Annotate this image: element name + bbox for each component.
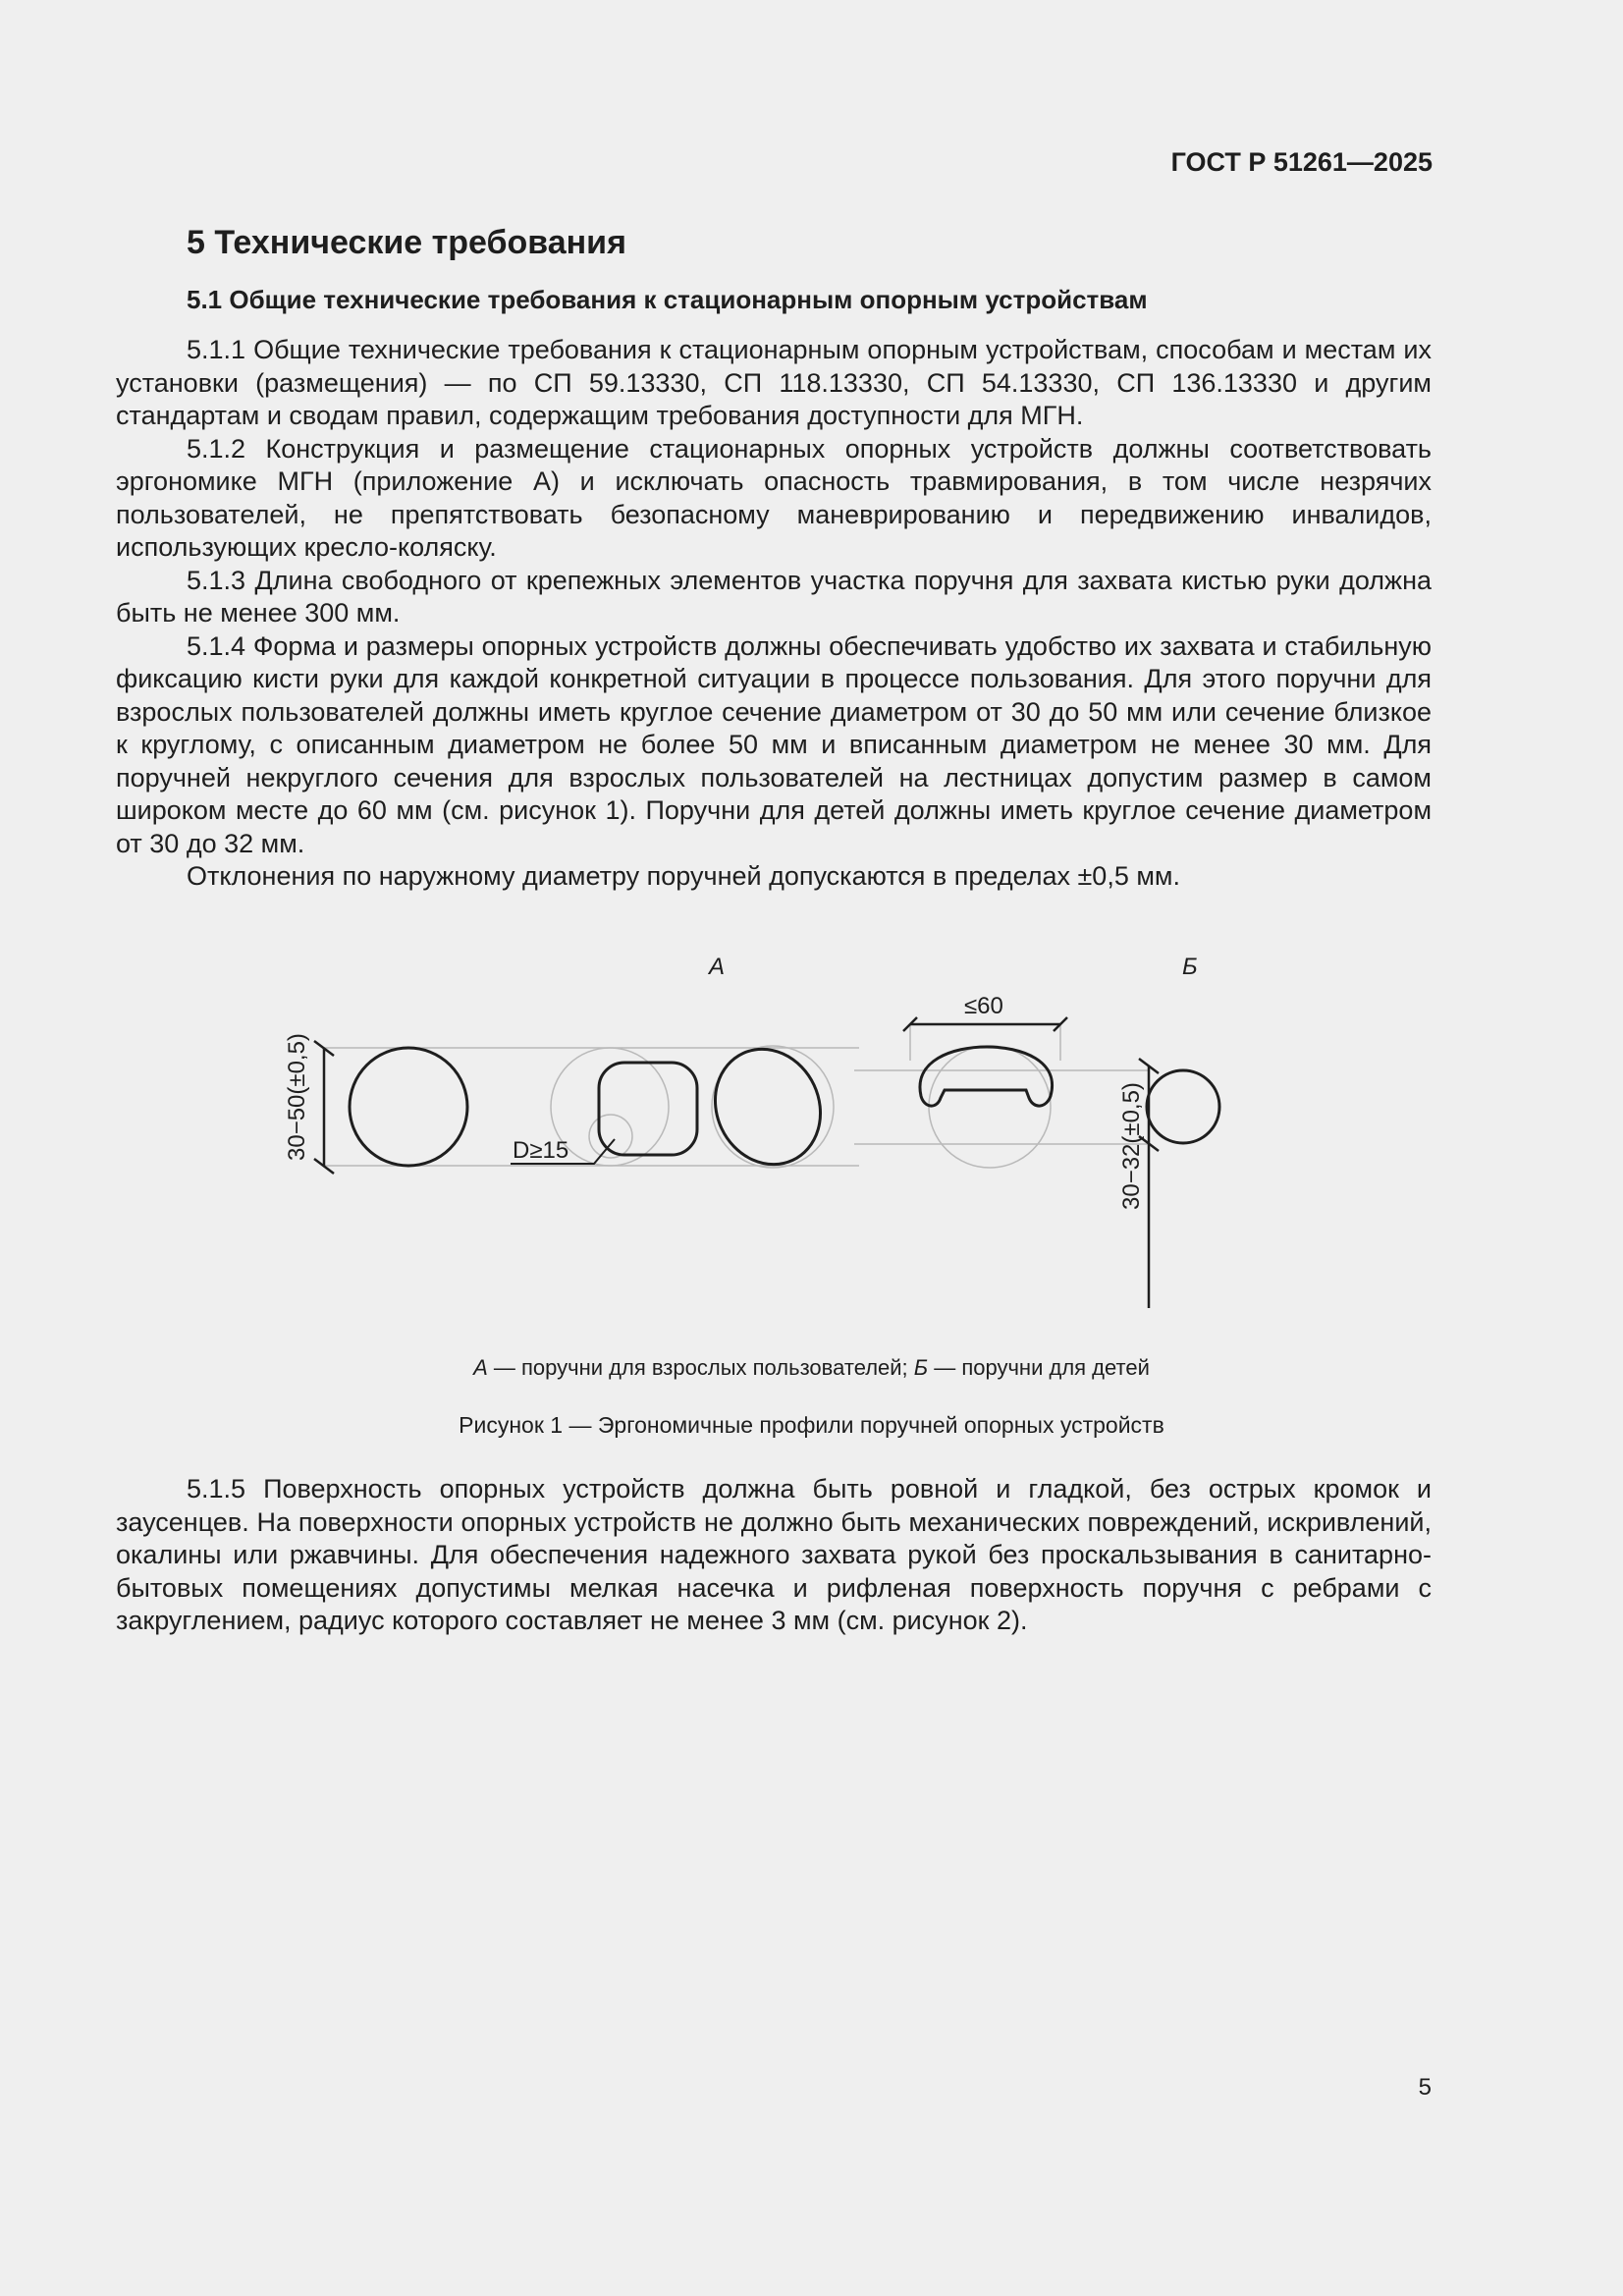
section-title: 5 Технические требования [187,224,626,261]
legend-b-text: — поручни для детей [928,1355,1150,1380]
figure-label-b: Б [1182,954,1198,980]
figure-caption: Рисунок 1 — Эргономичные профили поручней опорных устройств [459,1412,1164,1438]
legend-a-text: — поручни для взрослых пользователей; [487,1355,914,1380]
subsection-title: 5.1 Общие технические требования к стационарным опорным устройствам [187,285,1148,314]
adult-diameter-dimension [314,1041,334,1174]
paragraph-5-1-3: 5.1.3 Длина свободного от крепежных элементов участка поручня для захвата кистью руки должна быть не менее 300 мм. [116,565,1432,628]
paragraph-deviation: Отклонения по наружному диаметру поручней допускаются в пределах ±0,5 мм. [187,861,1180,891]
width-dimension [903,1017,1067,1031]
paragraph-5-1-4: 5.1.4 Форма и размеры опорных устройств должны обеспечивать удобство их захвата и стабильную фиксацию кисти руки для каждой конкретной ситуации в процессе пользования. Для этого поручни для взрослых пользователей должны иметь круглое сечение диаметром от 30 до 50 мм или сечение близкое к круглому, с описанным диаметром не более 50 мм и вписанным диаметром не менее 30 мм. Для поручней некруглого сечения для взрослых пользователей на лестницах допустим размер в самом широком месте до 60 мм (см. рисунок 1). Поручни для детей должны иметь круглое сечение диаметром от 30 до 32 мм. [116,630,1432,858]
legend-a-key: А [473,1355,488,1380]
round-profile-child [1147,1070,1219,1143]
stair-handrail-profile [920,1047,1053,1106]
handrail-profiles-figure [265,943,1325,1316]
document-code: ГОСТ Р 51261—2025 [1170,147,1433,177]
guide-lines [324,1024,1149,1168]
body-text-top [116,334,1432,894]
body-text-bottom [116,1473,1432,1638]
radius-label: D≥15 [513,1137,569,1164]
oval-profile [697,1032,839,1182]
page-number: 5 [1418,2074,1432,2101]
figure-label-a: А [709,954,726,980]
width-dimension-label: ≤60 [964,993,1003,1019]
paragraph-5-1-5: 5.1.5 Поверхность опорных устройств должна быть ровной и гладкой, без острых кромок и заусенцев. На поверхности опорных устройств не должно быть механических повреждений, искривлений, окалины или ржавчины. Для обеспечения надежного захвата рукой без проскальзывания в санитарно-бытовых помещениях допустимы мелкая насечка и рифленая поверхность поручня с ребрами с закруглением, радиус которого составляет не менее 3 мм (см. рисунок 2). [116,1474,1432,1635]
paragraph-5-1-2: 5.1.2 Конструкция и размещение стационарных опорных устройств должны соответствовать эргономике МГН (приложение А) и исключать опасность травмирования, в том числе незрячих пользователей, не препятствовать безопасному маневрированию и передвижению инвалидов, использующих кресло-коляску. [116,433,1432,562]
paragraph-5-1-1: 5.1.1 Общие технические требования к стационарным опорным устройствам, способам и местам их установки (размещения) — по СП 59.13330, СП 118.13330, СП 54.13330, СП 136.13330 и другим стандартам и сводам правил, содержащим требования доступности для МГН. [116,335,1432,430]
child-diameter-label: 30−32(±0,5) [1118,1082,1145,1210]
figure-legend [0,1355,1623,1381]
round-profile-adult [350,1048,467,1166]
legend-b-key: Б [913,1355,929,1380]
adult-diameter-label: 30−50(±0,5) [284,1033,310,1161]
